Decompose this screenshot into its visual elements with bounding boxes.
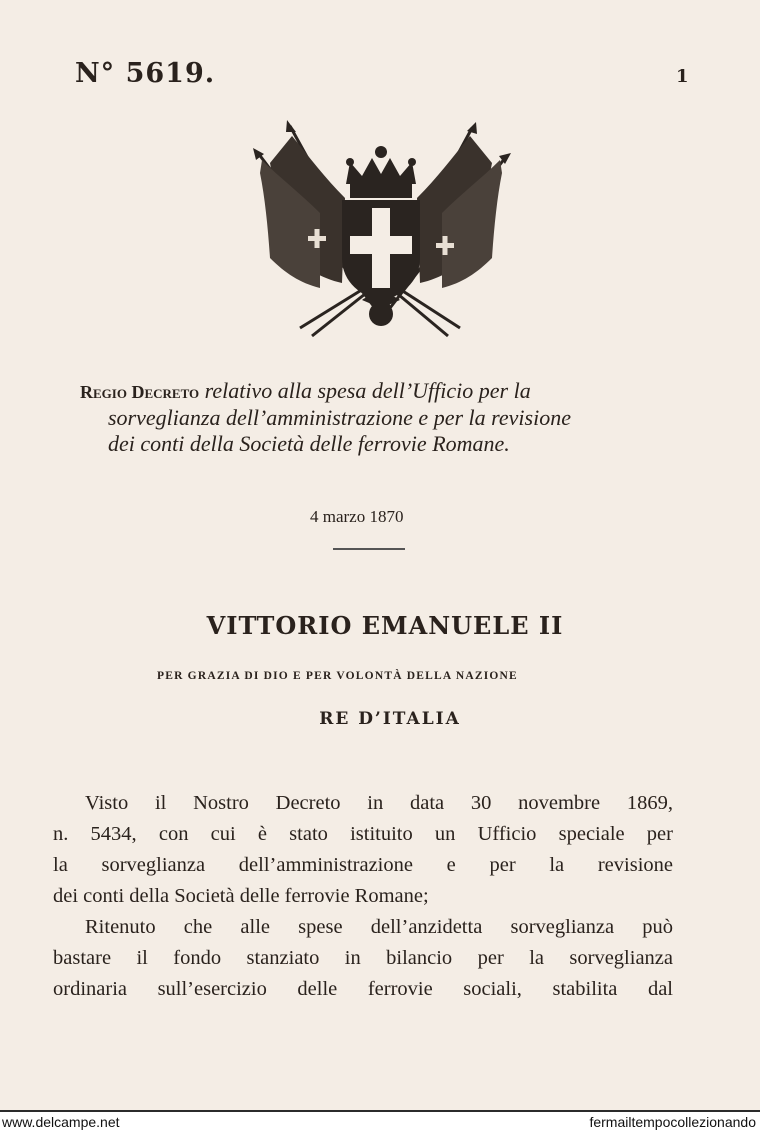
divider	[333, 548, 405, 550]
decree-body	[53, 788, 673, 1005]
heading-line-1: relativo alla spesa dell’Ufficio per la	[204, 378, 531, 403]
decree-number: N° 5619.	[75, 58, 216, 89]
body-line: bastare il fondo stanziato in bilancio per la sorveglianza	[53, 947, 673, 969]
footer-right-text: fermailtempocollezionando	[589, 1114, 756, 1130]
savoy-crest-icon	[250, 118, 512, 343]
watermark-footer	[0, 1112, 760, 1131]
page-number: 1	[676, 66, 689, 87]
decree-heading	[80, 378, 680, 457]
footer-left-link[interactable]: www.delcampe.net	[2, 1114, 120, 1130]
body-line: Visto il Nostro Decreto in data 30 novembre 1869,	[85, 792, 673, 814]
heading-line-3: dei conti della Società delle ferrovie Romane.	[108, 431, 510, 456]
body-line: ordinaria sull’esercizio delle ferrovie sociali, stabilita dal	[53, 978, 673, 1000]
body-line: la sorveglianza dell’amministrazione e per la revisione	[53, 854, 673, 876]
decree-date: 4 marzo 1870	[310, 507, 404, 526]
body-line: n. 5434, con cui è stato istituito un Ufficio speciale per	[53, 823, 673, 845]
king-title: RE D’ITALIA	[319, 709, 461, 729]
body-line: dei conti della Società delle ferrovie Romane;	[53, 885, 429, 907]
grace-formula: PER GRAZIA DI DIO E PER VOLONTÀ DELLA NAZIONE	[157, 670, 518, 682]
heading-line-2: sorveglianza dell’amministrazione e per la revisione	[108, 405, 571, 430]
king-name: VITTORIO EMANUELE II	[206, 611, 564, 640]
heading-smallcaps: Regio Decreto	[80, 382, 200, 402]
body-line: Ritenuto che alle spese dell’anzidetta sorveglianza può	[85, 916, 673, 938]
